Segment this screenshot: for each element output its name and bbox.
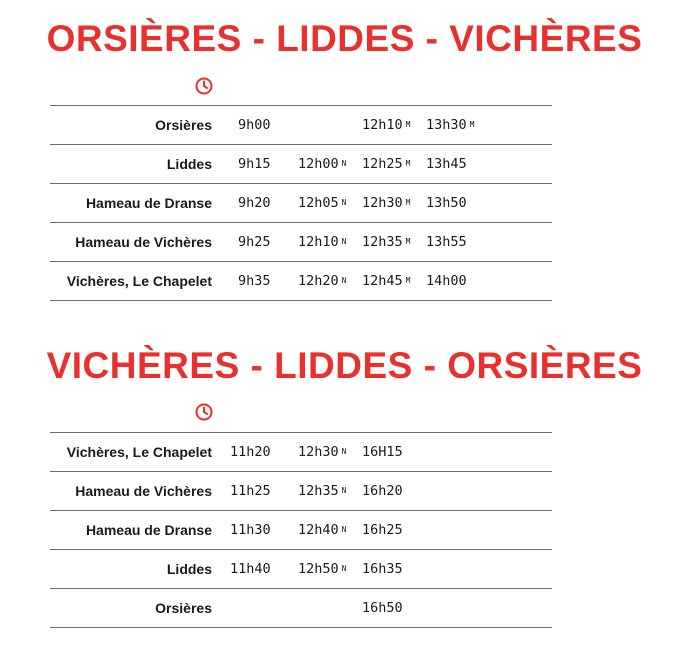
departure-time (298, 184, 346, 222)
time-value: 11h30 (230, 522, 271, 538)
departure-time (230, 472, 274, 510)
departure-time (298, 472, 346, 510)
time-marker: M (405, 120, 411, 129)
time-marker: N (341, 198, 347, 207)
departure-time (298, 145, 346, 183)
time-marker: M (405, 198, 411, 207)
time-marker: M (405, 276, 411, 285)
table-row (50, 144, 552, 183)
table-row (50, 432, 552, 471)
time-value: 9h00 (238, 117, 271, 133)
time-value: 11h25 (230, 483, 271, 499)
time-value: 9h35 (238, 273, 271, 289)
departure-time (362, 145, 410, 183)
table-row (50, 510, 552, 549)
section-1-title: ORSIÈRES - LIDDES - VICHÈRES (46, 18, 643, 59)
time-marker: N (341, 447, 347, 456)
time-value: 16h35 (362, 561, 403, 577)
time-marker: N (341, 564, 347, 573)
time-value: 12h35 (298, 483, 339, 499)
departure-time (298, 262, 346, 300)
time-marker: N (341, 159, 347, 168)
time-value: 12h30 (298, 444, 339, 460)
time-value: 11h40 (230, 561, 271, 577)
time-value: 12h05 (298, 195, 339, 211)
stop-name: Vichères, Le Chapelet (66, 444, 212, 460)
time-value: 12h10 (298, 234, 339, 250)
departure-time (238, 223, 274, 261)
stop-name: Liddes (166, 156, 212, 172)
departure-time (298, 511, 346, 549)
departure-time (298, 550, 346, 588)
time-marker: M (405, 159, 411, 168)
departure-time (230, 433, 274, 471)
departure-time (362, 589, 406, 627)
departure-time (362, 472, 406, 510)
departure-time (426, 145, 470, 183)
stop-name: Hameau de Dranse (85, 195, 212, 211)
time-marker: N (341, 237, 347, 246)
time-value: 16h50 (362, 600, 403, 616)
departure-time (426, 262, 470, 300)
time-value: 9h15 (238, 156, 271, 172)
time-value: 12h35 (362, 234, 403, 250)
stop-name: Vichères, Le Chapelet (66, 273, 212, 289)
departure-time (362, 433, 406, 471)
time-value: 16h20 (362, 483, 403, 499)
departure-time (362, 262, 410, 300)
departure-time (238, 184, 274, 222)
time-value: 11h20 (230, 444, 271, 460)
clock-icon (194, 76, 214, 96)
time-value: 12h45 (362, 273, 403, 289)
departure-time (230, 511, 274, 549)
table-row (50, 222, 552, 261)
time-value: 13h30 (426, 117, 467, 133)
departure-time (298, 223, 346, 261)
time-marker: M (469, 120, 475, 129)
departure-time (426, 184, 470, 222)
departure-time (362, 223, 410, 261)
departure-time (238, 262, 274, 300)
departure-time (230, 589, 233, 627)
time-value: 12h00 (298, 156, 339, 172)
time-value: 16h25 (362, 522, 403, 538)
stop-name: Orsières (155, 117, 212, 133)
departure-time (298, 433, 346, 471)
departure-time (230, 550, 274, 588)
stop-name: Liddes (166, 561, 212, 577)
time-value: 12h50 (298, 561, 339, 577)
departure-time (298, 106, 301, 144)
departure-time (298, 589, 301, 627)
table-row (50, 549, 552, 588)
time-value: 13h50 (426, 195, 467, 211)
time-value: 12h30 (362, 195, 403, 211)
time-marker: N (341, 276, 347, 285)
time-value: 12h10 (362, 117, 403, 133)
table-row (50, 105, 552, 144)
table-row (50, 183, 552, 222)
departure-time (238, 106, 274, 144)
departure-time (426, 106, 474, 144)
time-marker: N (341, 525, 347, 534)
time-value: 12h40 (298, 522, 339, 538)
time-value: 14h00 (426, 273, 467, 289)
stop-name: Hameau de Vichères (75, 234, 212, 250)
timetable-orsieres-vicheres (50, 105, 552, 301)
table-row (50, 588, 552, 628)
stop-name: Orsières (155, 600, 212, 616)
departure-time (362, 550, 406, 588)
departure-time (238, 145, 274, 183)
time-value: 16H15 (362, 444, 403, 460)
time-value: 13h45 (426, 156, 467, 172)
time-marker: N (341, 486, 347, 495)
timetable-vicheres-orsieres (50, 432, 552, 628)
time-value: 9h25 (238, 234, 271, 250)
time-marker: M (405, 237, 411, 246)
departure-time (362, 106, 410, 144)
departure-time (426, 223, 470, 261)
section-2-title: VICHÈRES - LIDDES - ORSIÈRES (46, 345, 643, 386)
time-value: 9h20 (238, 195, 271, 211)
time-value: 12h25 (362, 156, 403, 172)
table-row (50, 261, 552, 301)
departure-time (362, 511, 406, 549)
table-row (50, 471, 552, 510)
time-value: 13h55 (426, 234, 467, 250)
departure-time (362, 184, 410, 222)
stop-name: Hameau de Vichères (75, 483, 212, 499)
clock-icon (194, 402, 214, 422)
time-value: 12h20 (298, 273, 339, 289)
stop-name: Hameau de Dranse (85, 522, 212, 538)
